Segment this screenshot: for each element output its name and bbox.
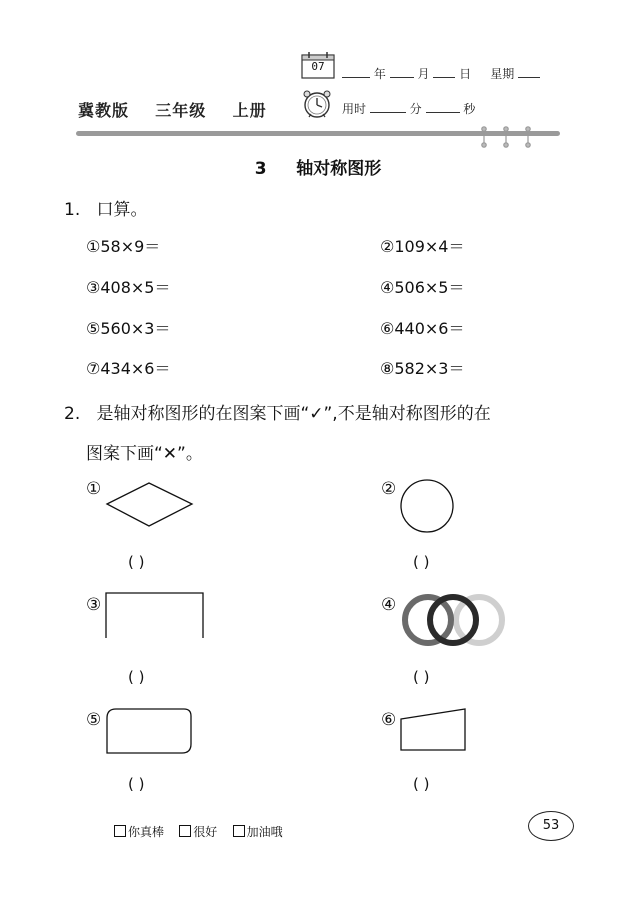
book-info bbox=[78, 98, 267, 121]
question-2-prompt-line1 bbox=[64, 399, 491, 424]
lesson-name: 轴对称图形 bbox=[296, 159, 382, 179]
problem-6: ⑥440×6＝ bbox=[380, 319, 465, 338]
decorative-pins bbox=[476, 124, 536, 154]
figure-5-rounded-rectangle bbox=[104, 706, 194, 756]
option-keep-going-label: 加油哦 bbox=[246, 825, 283, 839]
figure-4-rings bbox=[400, 591, 510, 649]
problem-2: ②109×4＝ bbox=[380, 237, 465, 256]
option-great-label: 你真棒 bbox=[128, 825, 165, 839]
figure-1-rhombus bbox=[104, 480, 196, 532]
figure-4-number: ④ bbox=[381, 595, 397, 615]
date-fields bbox=[342, 65, 540, 82]
calendar-number: 07 bbox=[311, 60, 325, 73]
figure-1-answer[interactable]: ( ) bbox=[128, 553, 145, 571]
figure-5-number: ⑤ bbox=[86, 710, 102, 730]
figure-2-circle bbox=[398, 478, 458, 536]
figure-3-answer[interactable]: ( ) bbox=[128, 668, 145, 686]
figure-6-answer[interactable]: ( ) bbox=[413, 775, 430, 793]
minute-label: 分 bbox=[409, 102, 422, 116]
figure-5-answer[interactable]: ( ) bbox=[128, 775, 145, 793]
page-number: 53 bbox=[528, 811, 574, 841]
self-evaluation bbox=[114, 823, 283, 840]
checkbox-keep-going[interactable] bbox=[233, 825, 245, 837]
lesson-number: 3 bbox=[254, 159, 267, 179]
figure-6-number: ⑥ bbox=[381, 710, 397, 730]
problem-3: ③408×5＝ bbox=[86, 278, 171, 297]
question-1-prompt bbox=[64, 195, 147, 220]
problem-7: ⑦434×6＝ bbox=[86, 359, 171, 378]
question-1-number: 1. bbox=[64, 200, 81, 220]
year-label: 年 bbox=[373, 67, 386, 81]
lesson-title bbox=[0, 154, 636, 179]
figure-2-answer[interactable]: ( ) bbox=[413, 553, 430, 571]
weekday-label: 星期 bbox=[490, 67, 515, 81]
question-2-text-2: 图案下画“✕”。 bbox=[86, 444, 203, 464]
question-2-number: 2. bbox=[64, 404, 81, 424]
month-label: 月 bbox=[417, 67, 430, 81]
checkbox-great[interactable] bbox=[114, 825, 126, 837]
figure-3-open-rectangle bbox=[104, 590, 206, 640]
question-2-text-1: 是轴对称图形的在图案下画“✓”,不是轴对称图形的在 bbox=[96, 404, 491, 424]
problem-1: ①58×9＝ bbox=[86, 237, 161, 256]
question-1-text: 口算。 bbox=[96, 200, 148, 220]
problem-8: ⑧582×3＝ bbox=[380, 359, 465, 378]
time-fields bbox=[342, 100, 475, 117]
figure-4-answer[interactable]: ( ) bbox=[413, 668, 430, 686]
book-label: 冀教版 bbox=[78, 101, 130, 120]
checkbox-good[interactable] bbox=[179, 825, 191, 837]
figure-1-number: ① bbox=[86, 479, 102, 499]
second-label: 秒 bbox=[463, 102, 476, 116]
grade-label: 三年级 bbox=[155, 101, 207, 120]
problem-5: ⑤560×3＝ bbox=[86, 319, 171, 338]
figure-2-number: ② bbox=[381, 479, 397, 499]
alarm-clock-icon bbox=[300, 88, 334, 120]
figure-3-number: ③ bbox=[86, 595, 102, 615]
problem-4: ④506×5＝ bbox=[380, 278, 465, 297]
time-label: 用时 bbox=[342, 102, 367, 116]
figure-6-trapezoid bbox=[398, 705, 470, 753]
option-good-label: 很好 bbox=[193, 825, 218, 839]
day-label: 日 bbox=[459, 67, 472, 81]
volume-label: 上册 bbox=[232, 101, 267, 120]
